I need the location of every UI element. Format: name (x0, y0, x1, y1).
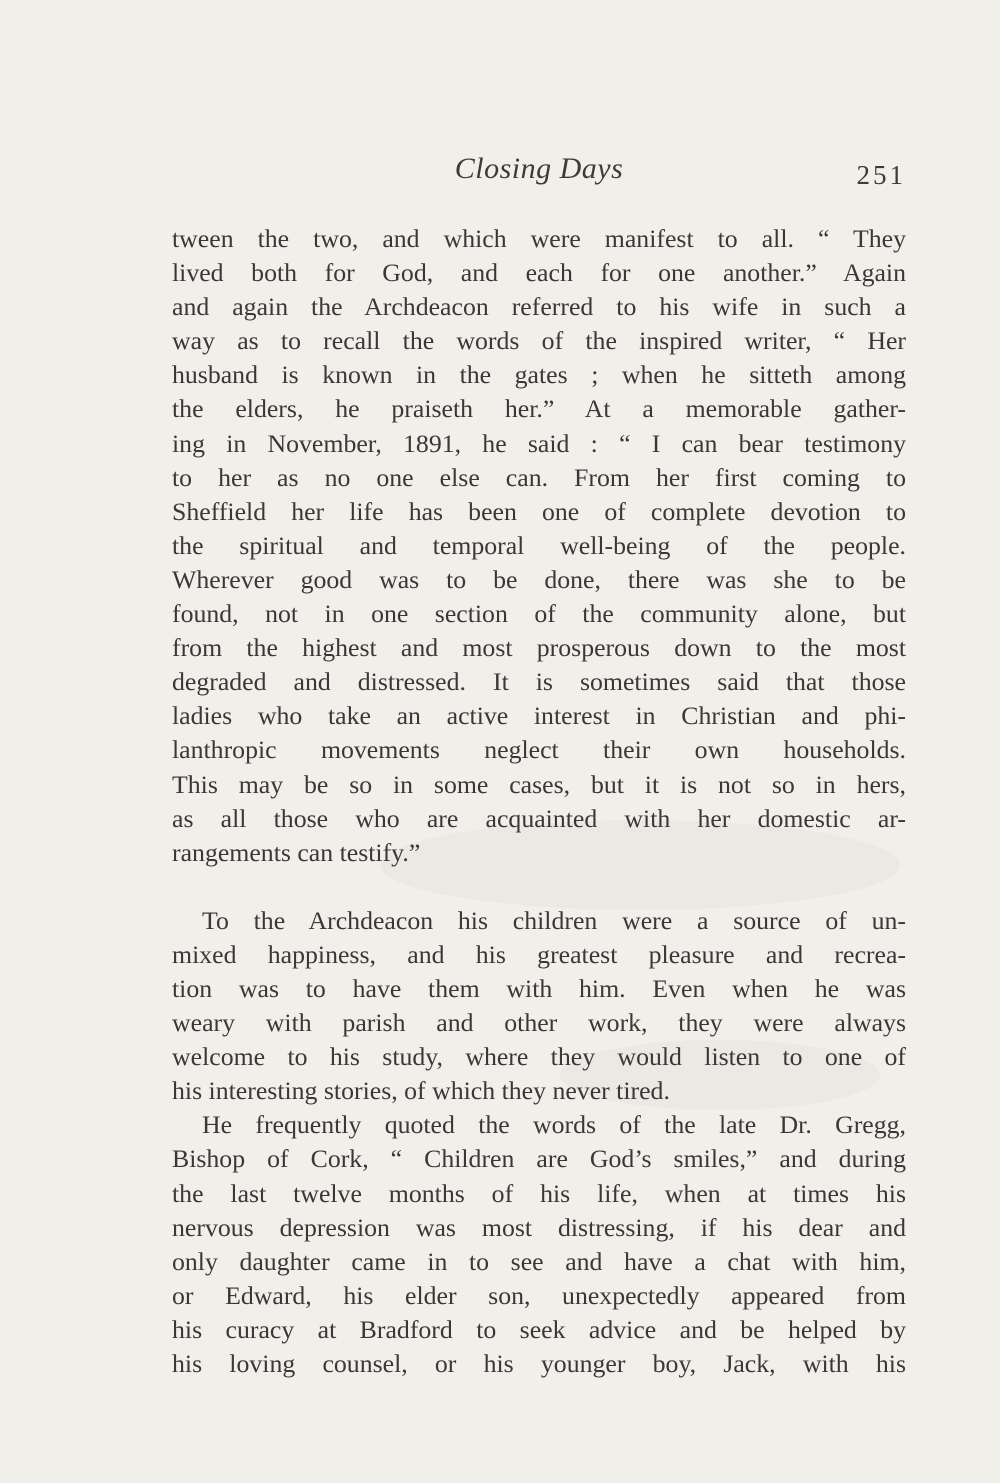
text-line: or Edward, his elder son, unexpectedly appeared from (172, 1280, 906, 1310)
paragraph (172, 1108, 906, 1381)
text-line: lanthropic movements neglect their own households. (172, 735, 906, 765)
text-line: He frequently quoted the words of the late Dr. Gregg, (202, 1110, 906, 1140)
text-line: way as to recall the words of the inspired writer, “ Her (172, 326, 906, 356)
running-title: Closing Days (454, 152, 624, 185)
text-line: Bishop of Cork, “ Children are God’s smiles,” and during (172, 1144, 906, 1174)
text-line: tween the two, and which were manifest to all. “ They (172, 224, 906, 253)
text-line: weary with parish and other work, they were always (172, 1008, 906, 1038)
text-line: to her as no one else can. From her first coming to (172, 462, 906, 492)
text-line: degraded and distressed. It is sometimes said that those (172, 667, 906, 697)
text-line: Sheffield her life has been one of complete devotion to (172, 496, 906, 526)
text-line: ing in November, 1891, he said : “ I can bear testimony (172, 428, 906, 458)
text-line: from the highest and most prosperous down to the most (172, 633, 906, 663)
text-line: the elders, he praiseth her.” At a memorable gather- (172, 394, 906, 424)
paragraph-gap (172, 870, 906, 904)
text-line: This may be so in some cases, but it is not so in hers, (172, 769, 906, 799)
text-line: his interesting stories, of which they never tired. (172, 1076, 670, 1106)
text-line: ladies who take an active interest in Christian and phi- (172, 701, 906, 731)
text-line: lived both for God, and each for one another.” Again (172, 258, 906, 288)
text-line: Wherever good was to be done, there was she to be (172, 564, 906, 594)
text-line: welcome to his study, where they would listen to one of (172, 1042, 906, 1072)
text-line: his curacy at Bradford to seek advice and be helped by (172, 1314, 906, 1344)
text-line: rangements can testify.” (172, 837, 421, 867)
text-line: only daughter came in to see and have a chat with him, (172, 1246, 906, 1276)
running-head (172, 152, 906, 196)
text-line: the last twelve months of his life, when at times his (172, 1178, 906, 1208)
text-line: husband is known in the gates ; when he sitteth among (172, 360, 906, 390)
text-line: found, not in one section of the community alone, but (172, 599, 906, 629)
text-line: the spiritual and temporal well-being of the people. (172, 530, 906, 560)
text-line: mixed happiness, and his greatest pleasure and recrea- (172, 939, 906, 969)
page-number: 251 (856, 160, 906, 190)
paragraph (172, 222, 906, 870)
text-line: To the Archdeacon his children were a source of un- (202, 905, 906, 935)
text-line: tion was to have them with him. Even when he was (172, 973, 906, 1003)
text-line: and again the Archdeacon referred to his wife in such a (172, 292, 906, 322)
text-line: his loving counsel, or his younger boy, Jack, with his (172, 1349, 906, 1378)
paragraph (172, 904, 906, 1109)
body-text (172, 222, 906, 1381)
text-line: as all those who are acquainted with her domestic ar- (172, 803, 906, 833)
text-line: nervous depression was most distressing, if his dear and (172, 1212, 906, 1242)
